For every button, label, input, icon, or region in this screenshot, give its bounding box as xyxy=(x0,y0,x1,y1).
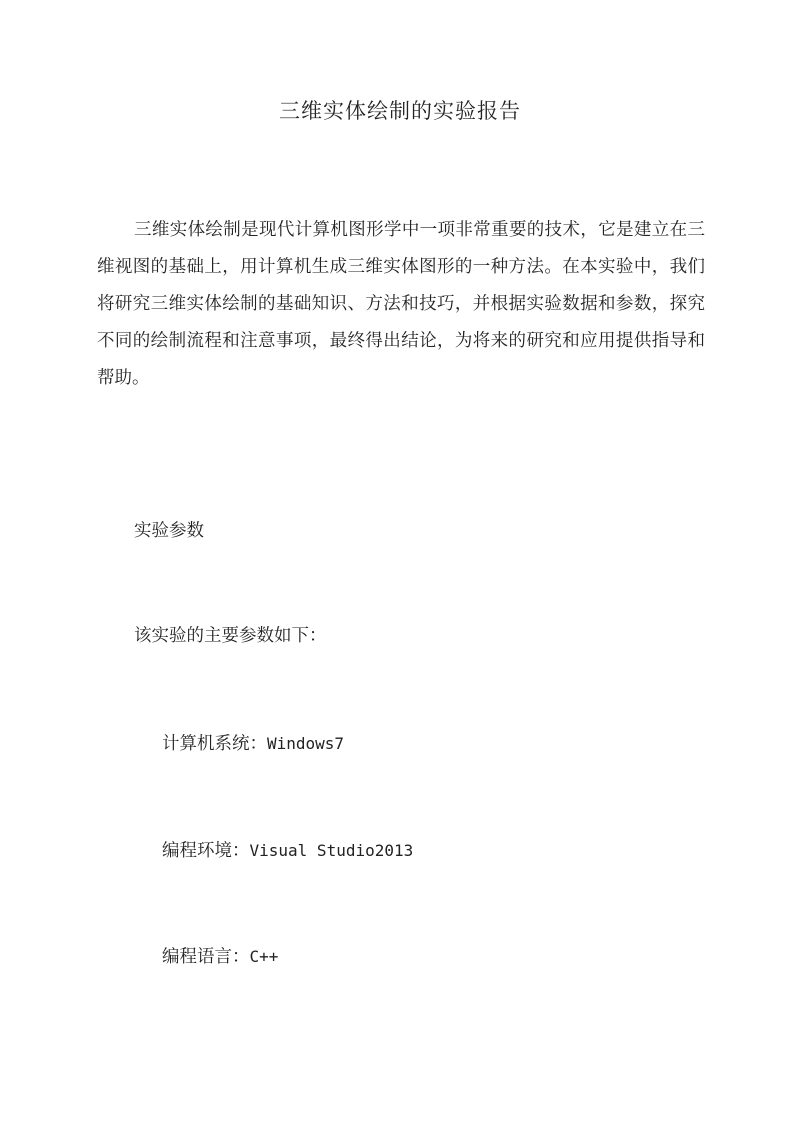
intro-paragraph: 三维实体绘制是现代计算机图形学中一项非常重要的技术，它是建立在三维视图的基础上，用计算机生成三维实体图形的一种方法。在本实验中，我们将研究三维实体绘制的基础知识、方法和技巧，并根据实验数据和参数，探究不同的绘制流程和注意事项，最终得出结论，为将来的研究和应用提供指导和帮助。 xyxy=(97,220,705,388)
parameter-programming-environment xyxy=(162,836,413,866)
parameters-intro: 该实验的主要参数如下： xyxy=(134,626,327,646)
parameter-value: C++ xyxy=(249,947,279,966)
parameter-label: 编程环境： xyxy=(162,841,250,861)
parameter-value: Windows7 xyxy=(267,734,345,753)
document-title: 三维实体绘制的实验报告 xyxy=(279,99,521,123)
section-heading-parameters: 实验参数 xyxy=(134,521,204,541)
parameter-programming-language xyxy=(162,942,278,972)
parameter-computer-system xyxy=(162,729,344,759)
parameter-value: Visual Studio2013 xyxy=(249,841,414,860)
parameter-label: 计算机系统： xyxy=(162,734,267,754)
parameter-label: 编程语言： xyxy=(162,947,250,967)
